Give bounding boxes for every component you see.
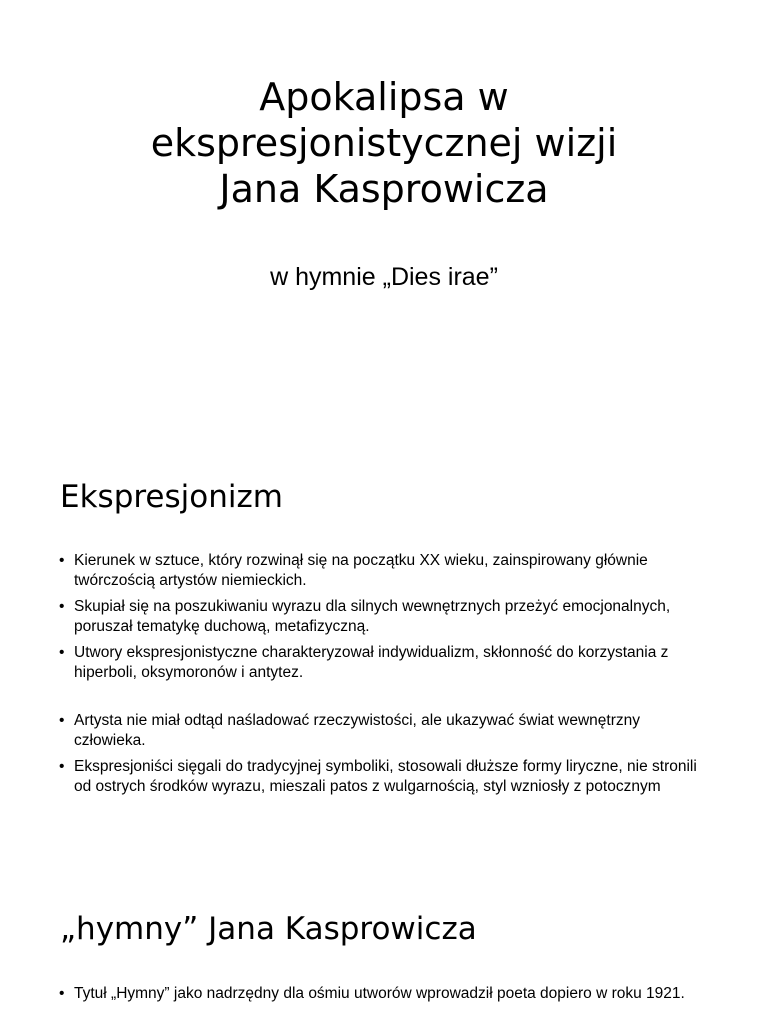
- bullet-icon: •: [59, 552, 65, 569]
- title-line: ekspresjonistycznej wizji: [150, 121, 618, 165]
- bullet-icon: •: [59, 985, 65, 1002]
- title-line: Jana Kasprowicza: [219, 167, 549, 211]
- list-item: [58, 757, 710, 797]
- list-item-text: Utwory ekspresjonistyczne charakteryzował indywidualizm, skłonność do korzystania z hiperboli, oksymoronów i antytez.: [74, 644, 669, 681]
- list-item-text: Skupiał się na poszukiwaniu wyrazu dla silnych wewnętrznych przeżyć emocjonalnych, poruszał tematykę duchową, metafizyczną.: [74, 598, 671, 635]
- bullet-list-ekspresjonizm: [58, 551, 710, 803]
- list-item-text: Kierunek w sztuce, który rozwinął się na początku XX wieku, zainspirowany głównie twórczością artystów niemieckich.: [74, 552, 648, 589]
- presentation-title: [60, 74, 708, 212]
- list-item-text: Artysta nie miał odtąd naśladować rzeczywistości, ale ukazywać świat wewnętrzny człowieka.: [74, 712, 640, 749]
- bullet-icon: •: [59, 598, 65, 615]
- list-item: [58, 984, 710, 1004]
- bullet-icon: •: [59, 712, 65, 729]
- presentation-subtitle: w hymnie „Dies irae”: [270, 263, 498, 291]
- list-item: [58, 643, 710, 683]
- section-heading-hymny: „hymny” Jana Kasprowicza: [60, 911, 477, 947]
- list-item-text: Ekspresjoniści sięgali do tradycyjnej symboliki, stosowali dłuższe formy liryczne, nie stronili od ostrych środków wyrazu, mieszali patos z wulgarnością, styl wzniosły z potocznym: [74, 758, 697, 795]
- title-line: Apokalipsa w: [259, 75, 509, 119]
- list-item: [58, 711, 710, 751]
- bullet-icon: •: [59, 758, 65, 775]
- list-item-text: Tytuł „Hymny” jako nadrzędny dla ośmiu utworów wprowadził poeta dopiero w roku 1921.: [74, 985, 685, 1002]
- list-item: [58, 551, 710, 591]
- section-heading-ekspresjonizm: Ekspresjonizm: [60, 479, 283, 515]
- list-item: [58, 597, 710, 637]
- bullet-icon: •: [59, 644, 65, 661]
- bullet-list-hymny: [58, 984, 710, 1010]
